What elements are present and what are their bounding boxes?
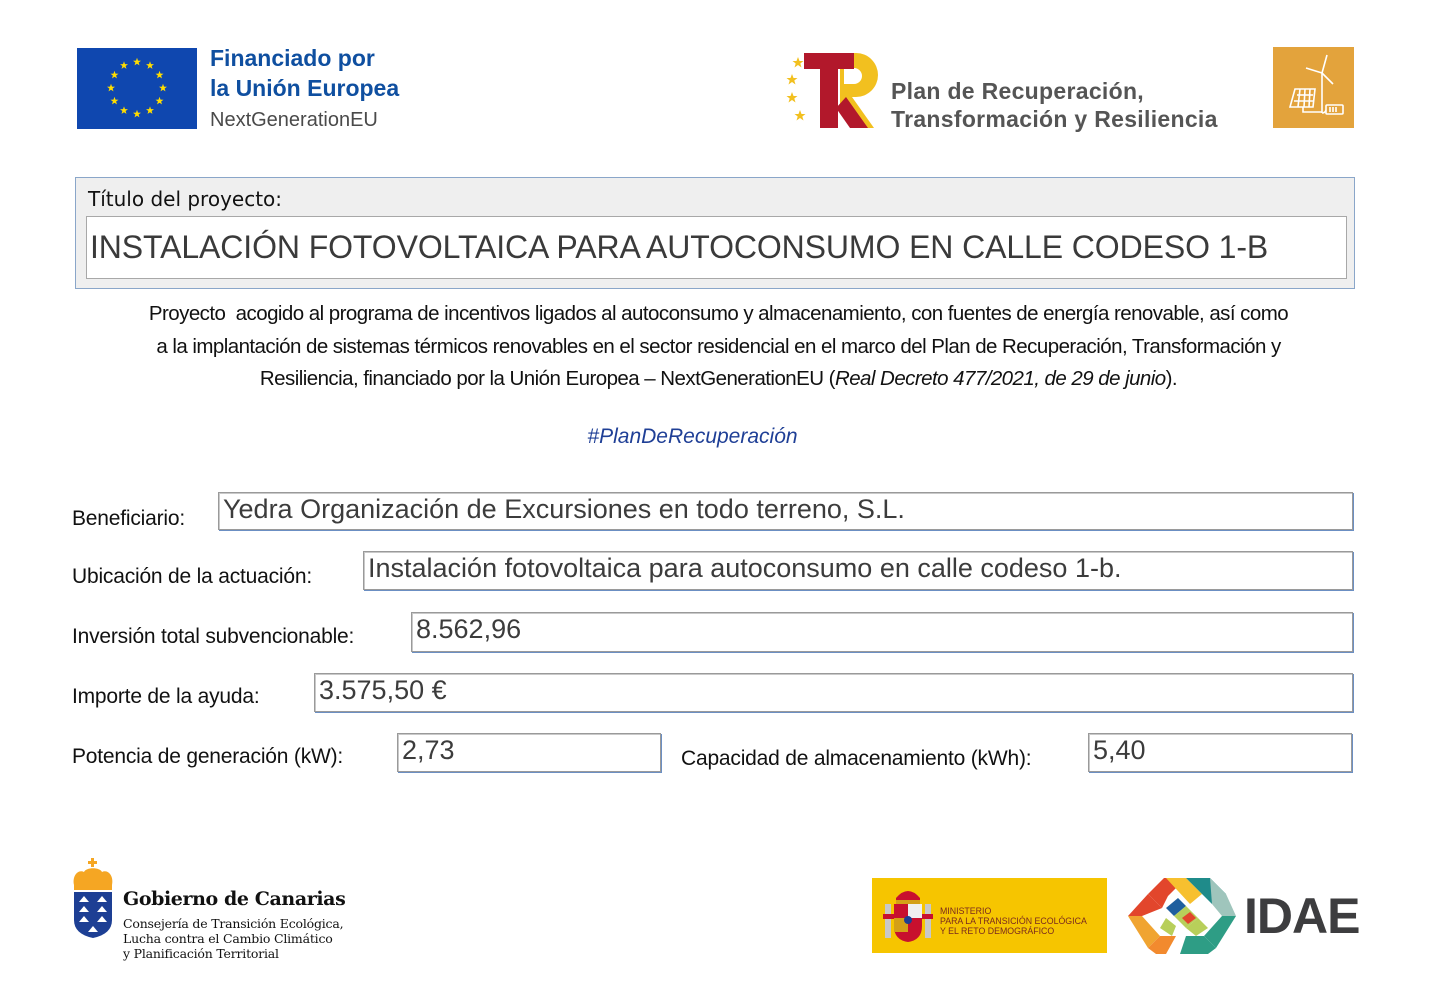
eu-flag-logo <box>77 48 197 129</box>
canarias-government-title: Gobierno de Canarias <box>123 888 346 910</box>
program-description <box>60 298 1377 396</box>
eu-star-icon <box>133 58 141 66</box>
eu-funded-line2: la Unión Europea <box>210 75 400 101</box>
eu-star-icon <box>110 71 118 79</box>
ministry-line2: PARA LA TRANSICIÓN ECOLÓGICA <box>940 916 1087 926</box>
royal-decree-reference: Real Decreto 477/2021, de 29 de junio <box>834 367 1166 390</box>
ministry-line3: Y EL RETO DEMOGRÁFICO <box>940 926 1055 936</box>
storage-capacity-field[interactable] <box>1088 733 1352 772</box>
beneficiary-label: Beneficiario: <box>72 507 185 530</box>
wind-solar-battery-icon <box>1273 47 1354 128</box>
eu-stars-icon <box>77 48 197 129</box>
eu-star-icon <box>146 106 154 114</box>
generation-power-field[interactable] <box>397 733 661 772</box>
project-title-value: INSTALACIÓN FOTOVOLTAICA PARA AUTOCONSUMO EN CALLE CODESO 1-B <box>90 229 1269 265</box>
eu-star-icon <box>156 97 164 105</box>
eu-star-icon <box>107 84 115 92</box>
canarias-department-line3: y Planificación Territorial <box>123 946 279 961</box>
beneficiary-value: Yedra Organización de Excursiones en todo terreno, S.L. <box>223 494 905 524</box>
spain-coat-of-arms-icon <box>882 886 934 946</box>
description-line-1: Proyecto acogido al programa de incentivos ligados al autoconsumo y almacenamiento, con fuentes de energía renovable, así como <box>148 302 1289 325</box>
canarias-department-line1: Consejería de Transición Ecológica, <box>123 916 344 931</box>
description-closing: ). <box>1165 367 1178 390</box>
storage-capacity-label: Capacidad de almacenamiento (kWh): <box>681 747 1032 770</box>
prtr-logo <box>784 50 884 130</box>
description-line-3 <box>60 363 1377 396</box>
hashtag: #PlanDeRecuperación <box>587 425 798 448</box>
project-title-label: Título del proyecto: <box>88 187 283 211</box>
description-line-3-text: Resiliencia, financiado por la Unión Europea – NextGenerationEU ( <box>259 367 835 390</box>
canarias-department-line2: Lucha contra el Cambio Climático <box>123 931 333 946</box>
beneficiary-field[interactable] <box>218 492 1353 530</box>
eu-star-icon <box>120 106 128 114</box>
investment-label: Inversión total subvencionable: <box>72 625 355 648</box>
idae-knot-icon <box>1126 878 1238 954</box>
description-line-2: a la implantación de sistemas térmicos renovables en el sector residencial en el marco del Plan de Recuperación, Transformación y <box>156 334 1281 358</box>
location-label: Ubicación de la actuación: <box>72 565 312 588</box>
location-value: Instalación fotovoltaica para autoconsumo en calle codeso 1-b. <box>368 553 1122 583</box>
location-field[interactable] <box>363 551 1353 590</box>
eu-star-icon <box>156 71 164 79</box>
prtr-title-line2: Transformación y Resiliencia <box>891 106 1218 132</box>
ministry-line1: MINISTERIO <box>940 906 992 916</box>
eu-nextgen-label: NextGenerationEU <box>210 109 378 131</box>
generation-power-label: Potencia de generación (kW): <box>72 745 344 768</box>
canarias-crest-icon <box>70 858 116 940</box>
investment-value: 8.562,96 <box>416 614 522 644</box>
eu-star-icon <box>110 97 118 105</box>
generation-power-value: 2,73 <box>402 735 455 765</box>
aid-amount-label: Importe de la ayuda: <box>72 685 260 708</box>
aid-amount-field[interactable] <box>314 673 1353 712</box>
idae-wordmark: IDAE <box>1244 888 1360 944</box>
investment-field[interactable] <box>411 612 1353 652</box>
eu-star-icon <box>120 61 128 69</box>
storage-capacity-value: 5,40 <box>1093 735 1146 765</box>
eu-star-icon <box>159 84 167 92</box>
eu-funded-line1: Financiado por <box>210 45 375 71</box>
eu-star-icon <box>133 110 141 118</box>
ministry-logo <box>872 878 1107 953</box>
prtr-title-line1: Plan de Recuperación, <box>891 78 1144 104</box>
eu-star-icon <box>146 61 154 69</box>
aid-amount-value: 3.575,50 € <box>319 675 447 705</box>
prtr-stars-icon <box>787 57 806 121</box>
